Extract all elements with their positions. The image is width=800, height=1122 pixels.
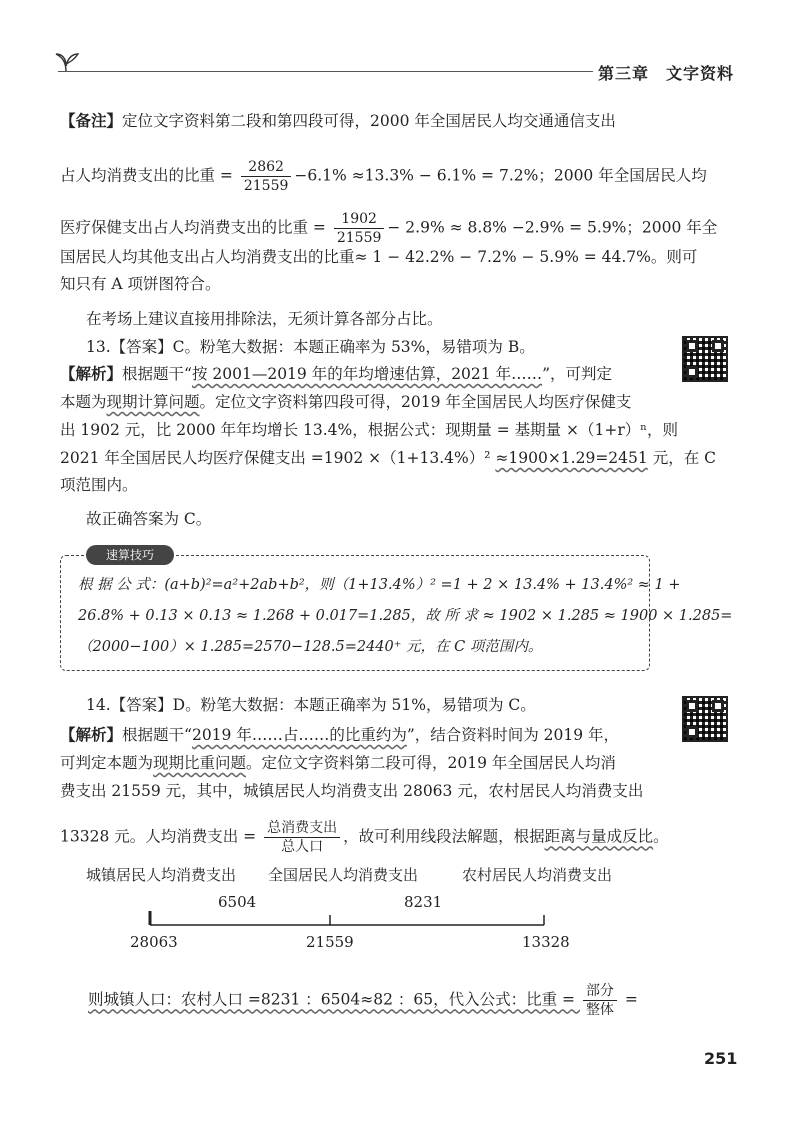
q13-line-1: 【解析】根据题干“按 2001—2019 年的年均增速估算，2021 年……”，可判定 (60, 364, 613, 383)
tip-line-3: （2000−100）× 1.285=2570−128.5=2440⁺ 元，在 C 项范围内。 (78, 639, 543, 655)
final-line: 则城镇人口：农村人口 =8231 ：6504≈82 ：65，代入公式：比重 = $\frac{\text{部分}}{\text{整体}}$ = (88, 983, 638, 1018)
q14-line-4: 13328 元。人均消费支出 = $\frac{\text{总消费支出}}{\text{总人口}}$ ，故可利用线段法解题，根据距离与量成反比。 (60, 820, 669, 855)
line-segment-diagram (140, 905, 560, 931)
diagram-value-urban: 28063 (130, 933, 178, 951)
note-line-4: 国居民人均其他支出占人均消费支出的比重≈ 1 − 42.2% − 7.2% − 5.9% = 44.7%。则可 (60, 248, 698, 266)
tip-tag: 速算技巧 (86, 545, 174, 565)
chapter-title: 第三章 文字资料 (598, 64, 735, 83)
header-rule (58, 71, 593, 72)
q13-conclusion: 故正确答案为 C。 (86, 510, 212, 528)
diagram-value-national: 21559 (306, 933, 354, 951)
q14-line-3: 费支出 21559 元，其中，城镇居民人均消费支出 28063 元，农村居民人均消费支出 (60, 782, 644, 800)
q13-line-4: 2021 年全国居民人均医疗保健支出 =1902 ×（1+13.4%）² ≈1900×1.29=2451 元，在 C (60, 449, 716, 467)
tip-line-2: 26.8% + 0.13 × 0.13 ≈ 1.268 + 0.017=1.285，故 所 求 ≈ 1902 × 1.285 ≈ 1900 × 1.285= (78, 608, 733, 624)
note-line-3: 医疗保健支出占人均消费支出的比重 = $\frac{1902}{21559}$ − 2.9% ≈ 8.8% −2.9% = 5.9%；2000 年全 (60, 211, 718, 246)
diagram-value-rural: 13328 (522, 933, 570, 951)
diagram-distance-left: 6504 (218, 893, 257, 911)
fraction: $\frac{2862}{21559}$ (241, 158, 292, 195)
note-line-5: 知只有 A 项饼图符合。 (60, 275, 221, 293)
fraction: $\frac{\text{总消费支出}}{\text{总人口}}$ (264, 819, 340, 856)
note-tag: 【备注】 (60, 111, 123, 130)
qr-code-icon[interactable] (682, 336, 728, 382)
q14-line-2: 可判定本题为现期比重问题。定位文字资料第二段可得，2019 年全国居民人均消 (60, 754, 616, 772)
qr-code-icon[interactable] (682, 696, 728, 742)
note-line-6: 在考场上建议直接用排除法，无须计算各部分占比。 (86, 310, 443, 328)
diagram-label-national: 全国居民人均消费支出 (268, 866, 419, 884)
diagram-label-urban: 城镇居民人均消费支出 (86, 866, 237, 884)
q13-line-2: 本题为现期计算问题。定位文字资料第四段可得，2019 年全国居民人均医疗保健支 (60, 393, 632, 411)
tip-line-1: 根 据 公 式：(a+b)²=a²+2ab+b²，则（1+13.4%）² =1 + 2 × 13.4% + 13.4%² ≈ 1 + (78, 577, 681, 593)
diagram-distance-right: 8231 (404, 893, 443, 911)
fraction: $\frac{\text{部分}}{\text{整体}}$ (583, 982, 617, 1019)
q13-line-5: 项范围内。 (60, 476, 138, 494)
q14-line-1: 【解析】根据题干“2019 年……占……的比重约为”，结合资料时间为 2019 年， (60, 725, 620, 744)
q14-answer: 14.【答案】D。粉笔大数据：本题正确率为 51%，易错项为 C。 (86, 696, 536, 714)
note-line-2: 占人均消费支出的比重 = $\frac{2862}{21559}$ −6.1% ≈13.3% − 6.1% = 7.2%；2000 年全国居民人均 (60, 159, 707, 194)
fraction: $\frac{1902}{21559}$ (334, 210, 385, 247)
page-number: 251 (704, 1049, 738, 1068)
note-line-1: 【备注】定位文字资料第二段和第四段可得，2000 年全国居民人均交通通信支出 (60, 111, 616, 130)
q13-answer: 13.【答案】C。粉笔大数据：本题正确率为 53%，易错项为 B。 (86, 338, 535, 356)
diagram-label-rural: 农村居民人均消费支出 (462, 866, 613, 884)
q13-line-3: 出 1902 元，比 2000 年年均增长 13.4%，根据公式：现期量 = 基期量 ×（1+r）ⁿ，则 (60, 421, 678, 439)
